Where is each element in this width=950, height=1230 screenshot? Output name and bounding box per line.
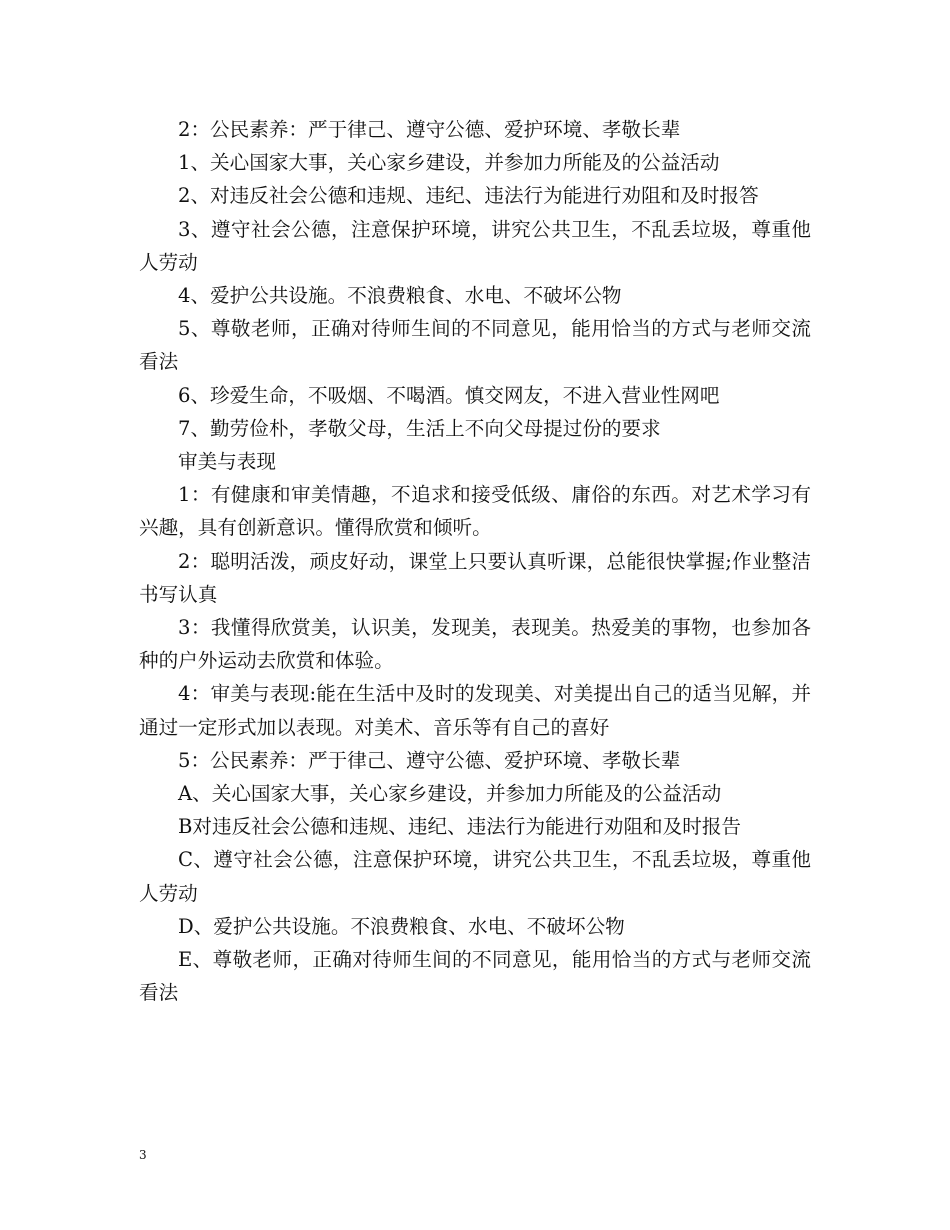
paragraph: 4：审美与表现:能在生活中及时的发现美、对美提出自己的适当见解，并通过一定形式加以表现。对美术、音乐等有自己的喜好 bbox=[139, 682, 811, 739]
paragraph: B对违反社会公德和违规、违纪、违法行为能进行劝阻和及时报告 bbox=[178, 815, 742, 839]
paragraph: 5：公民素养：严于律己、遵守公德、爱护环境、孝敬长辈 bbox=[178, 748, 681, 772]
paragraph: 6、珍爱生命，不吸烟、不喝酒。慎交网友，不进入营业性网吧 bbox=[178, 383, 720, 407]
paragraph: 1：有健康和审美情趣，不追求和接受低级、庸俗的东西。对艺术学习有兴趣，具有创新意识。懂得欣赏和倾听。 bbox=[139, 483, 811, 540]
paragraph: 3、遵守社会公德，注意保护环境，讲究公共卫生，不乱丢垃圾，尊重他人劳动 bbox=[139, 217, 811, 274]
page-number: 3 bbox=[139, 1148, 147, 1162]
paragraph: 4、爱护公共设施。不浪费粮食、水电、不破坏公物 bbox=[178, 284, 622, 308]
document-body bbox=[139, 113, 811, 1009]
paragraph: 7、勤劳俭朴，孝敬父母，生活上不向父母提过份的要求 bbox=[178, 416, 661, 440]
paragraph: D、爱护公共设施。不浪费粮食、水电、不破坏公物 bbox=[178, 914, 625, 938]
paragraph: 2：公民素养：严于律己、遵守公德、爱护环境、孝敬长辈 bbox=[178, 118, 681, 141]
section-heading: 审美与表现 bbox=[178, 450, 276, 474]
paragraph: C、遵守社会公德，注意保护环境，讲究公共卫生，不乱丢垃圾，尊重他人劳动 bbox=[139, 848, 811, 905]
paragraph: E、尊敬老师，正确对待师生间的不同意见，能用恰当的方式与老师交流看法 bbox=[139, 948, 811, 1005]
paragraph: 2：聪明活泼，顽皮好动，课堂上只要认真听课，总能很快掌握;作业整洁书写认真 bbox=[139, 549, 811, 606]
paragraph: 1、关心国家大事，关心家乡建设，并参加力所能及的公益活动 bbox=[178, 151, 720, 175]
paragraph: A、关心国家大事，关心家乡建设，并参加力所能及的公益活动 bbox=[178, 782, 722, 806]
paragraph: 2、对违反社会公德和违规、违纪、违法行为能进行劝阻和及时报答 bbox=[178, 184, 759, 208]
paragraph: 3：我懂得欣赏美，认识美，发现美，表现美。热爱美的事物，也参加各种的户外运动去欣赏和体验。 bbox=[139, 616, 811, 673]
paragraph: 5、尊敬老师，正确对待师生间的不同意见，能用恰当的方式与老师交流看法 bbox=[139, 317, 811, 374]
